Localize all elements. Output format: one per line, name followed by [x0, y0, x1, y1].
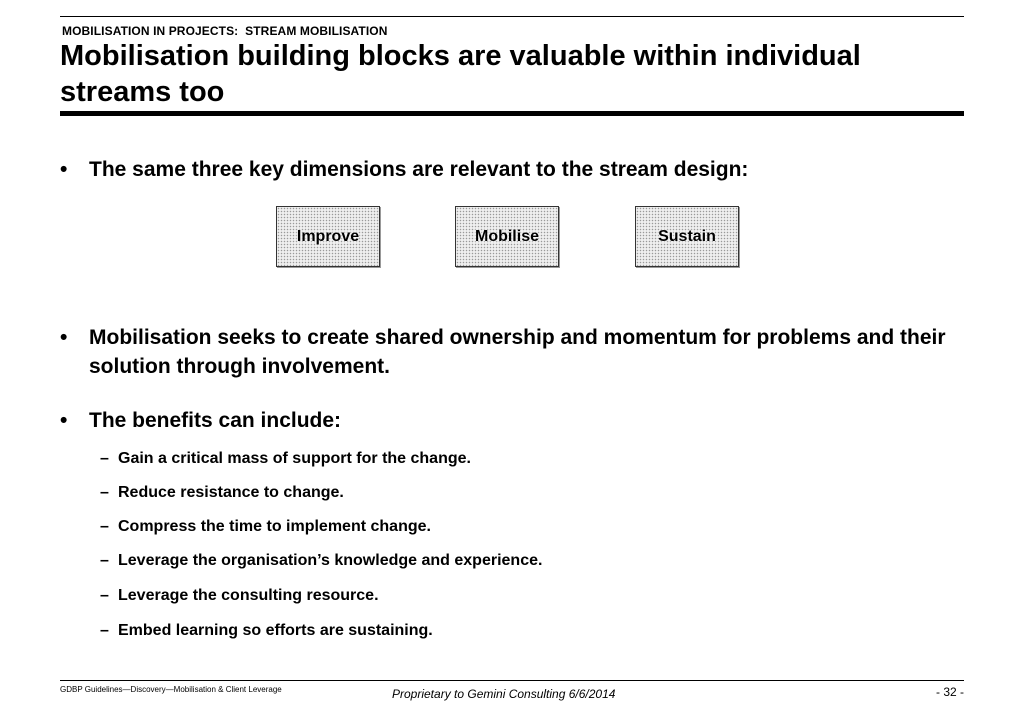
bullet-text: The benefits can include: [89, 409, 342, 432]
dash-marker: – [100, 587, 109, 604]
benefit-item [100, 586, 379, 606]
footer-document-path: GDBP Guidelines—Discovery—Mobilisation & Client Leverage [60, 685, 282, 694]
benefit-text: Reduce resistance to change. [118, 484, 344, 501]
dash-marker: – [100, 552, 109, 569]
benefit-text: Leverage the consulting resource. [118, 587, 379, 604]
dimension-label: Mobilise [474, 227, 539, 245]
benefit-text: Leverage the organisation’s knowledge and experience. [118, 552, 543, 569]
bullet-marker: • [60, 158, 68, 181]
dash-marker: – [100, 622, 109, 639]
dimension-box-improve [276, 206, 380, 267]
footer-rule [60, 680, 964, 681]
benefit-item [100, 449, 471, 469]
bullet-marker: • [60, 409, 68, 432]
footer-proprietary-notice: Proprietary to Gemini Consulting 6/6/2014 [392, 687, 616, 701]
dimension-label: Sustain [658, 227, 716, 245]
dash-marker: – [100, 484, 109, 501]
section-label: MOBILISATION IN PROJECTS: STREAM MOBILISATION [62, 24, 388, 38]
benefit-text: Embed learning so efforts are sustaining. [118, 622, 433, 639]
title-underline-rule [60, 111, 964, 116]
benefit-item [100, 551, 542, 571]
dimension-box-sustain [635, 206, 739, 267]
header-top-rule [60, 16, 964, 17]
dimension-box-mobilise [455, 206, 559, 267]
bullet-item-benefits [60, 406, 960, 435]
benefit-item [100, 621, 433, 641]
benefit-item [100, 517, 431, 537]
benefit-text: Compress the time to implement change. [118, 518, 431, 535]
bullet-text: Mobilisation seeks to create shared ownership and momentum for problems and their solution through involvement. [89, 326, 946, 378]
bullet-text: The same three key dimensions are relevant to the stream design: [89, 158, 749, 181]
benefit-text: Gain a critical mass of support for the change. [118, 450, 471, 467]
dimension-label: Improve [296, 227, 360, 245]
dash-marker: – [100, 450, 109, 467]
bullet-item-mobilisation [60, 323, 960, 381]
slide-title: Mobilisation building blocks are valuable within individual streams too [60, 40, 861, 108]
benefit-item [100, 483, 344, 503]
page-number: - 32 - [935, 685, 964, 699]
bullet-item-dimensions [60, 155, 960, 184]
bullet-marker: • [60, 326, 68, 349]
dash-marker: – [100, 518, 109, 535]
